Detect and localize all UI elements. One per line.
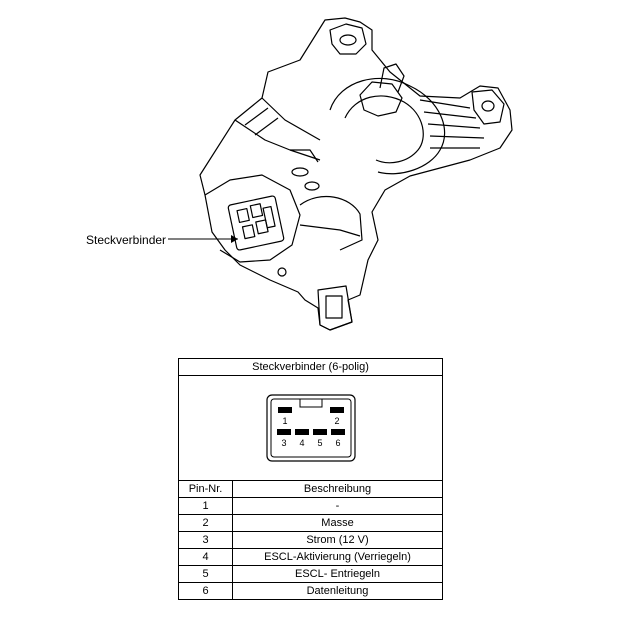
table-row <box>179 549 443 566</box>
housing-outline <box>200 18 512 330</box>
table-caption-row <box>179 359 443 376</box>
pin-assignment-table <box>178 358 443 600</box>
table-caption: Steckverbinder (6-polig) <box>179 359 443 376</box>
pin-label: 6 <box>334 438 341 448</box>
pin-number: 5 <box>179 566 233 583</box>
table-row <box>179 566 443 583</box>
pin-description: ESCL- Entriegeln <box>233 566 443 583</box>
pin-description: ESCL-Aktivierung (Verriegeln) <box>233 549 443 566</box>
pin-description: - <box>233 498 443 515</box>
connector-callout-label: Steckverbinder <box>86 233 167 247</box>
pin-number: 1 <box>179 498 233 515</box>
pin-number: 6 <box>179 583 233 600</box>
pin-description: Strom (12 V) <box>233 532 443 549</box>
pin-description: Datenleitung <box>233 583 443 600</box>
ring-outer <box>330 78 445 173</box>
pin-number: 2 <box>179 515 233 532</box>
pin-label: 4 <box>298 438 305 448</box>
connector-diagram-row <box>179 376 443 481</box>
ring-inner <box>345 96 423 163</box>
pin-number: 4 <box>179 549 233 566</box>
pin-5-contact <box>313 429 327 435</box>
connector-diagram-cell <box>179 376 443 481</box>
pin-2-contact <box>330 407 344 413</box>
table-header-row <box>179 481 443 498</box>
pin-label: 2 <box>333 416 340 426</box>
pin-number: 3 <box>179 532 233 549</box>
pin-description: Masse <box>233 515 443 532</box>
pin-label: 3 <box>280 438 287 448</box>
bottom-tab <box>318 286 352 330</box>
pin-column-header: Pin-Nr. <box>179 481 233 498</box>
pin-3-contact <box>277 429 291 435</box>
pin-label: 5 <box>316 438 323 448</box>
description-column-header: Beschreibung <box>233 481 443 498</box>
pin-4-contact <box>295 429 309 435</box>
table-row <box>179 498 443 515</box>
table-row <box>179 515 443 532</box>
connector-face-diagram <box>266 393 356 463</box>
pin-label: 1 <box>281 416 288 426</box>
table-row <box>179 583 443 600</box>
pin-6-contact <box>331 429 345 435</box>
table-row <box>179 532 443 549</box>
pin-1-contact <box>278 407 292 413</box>
